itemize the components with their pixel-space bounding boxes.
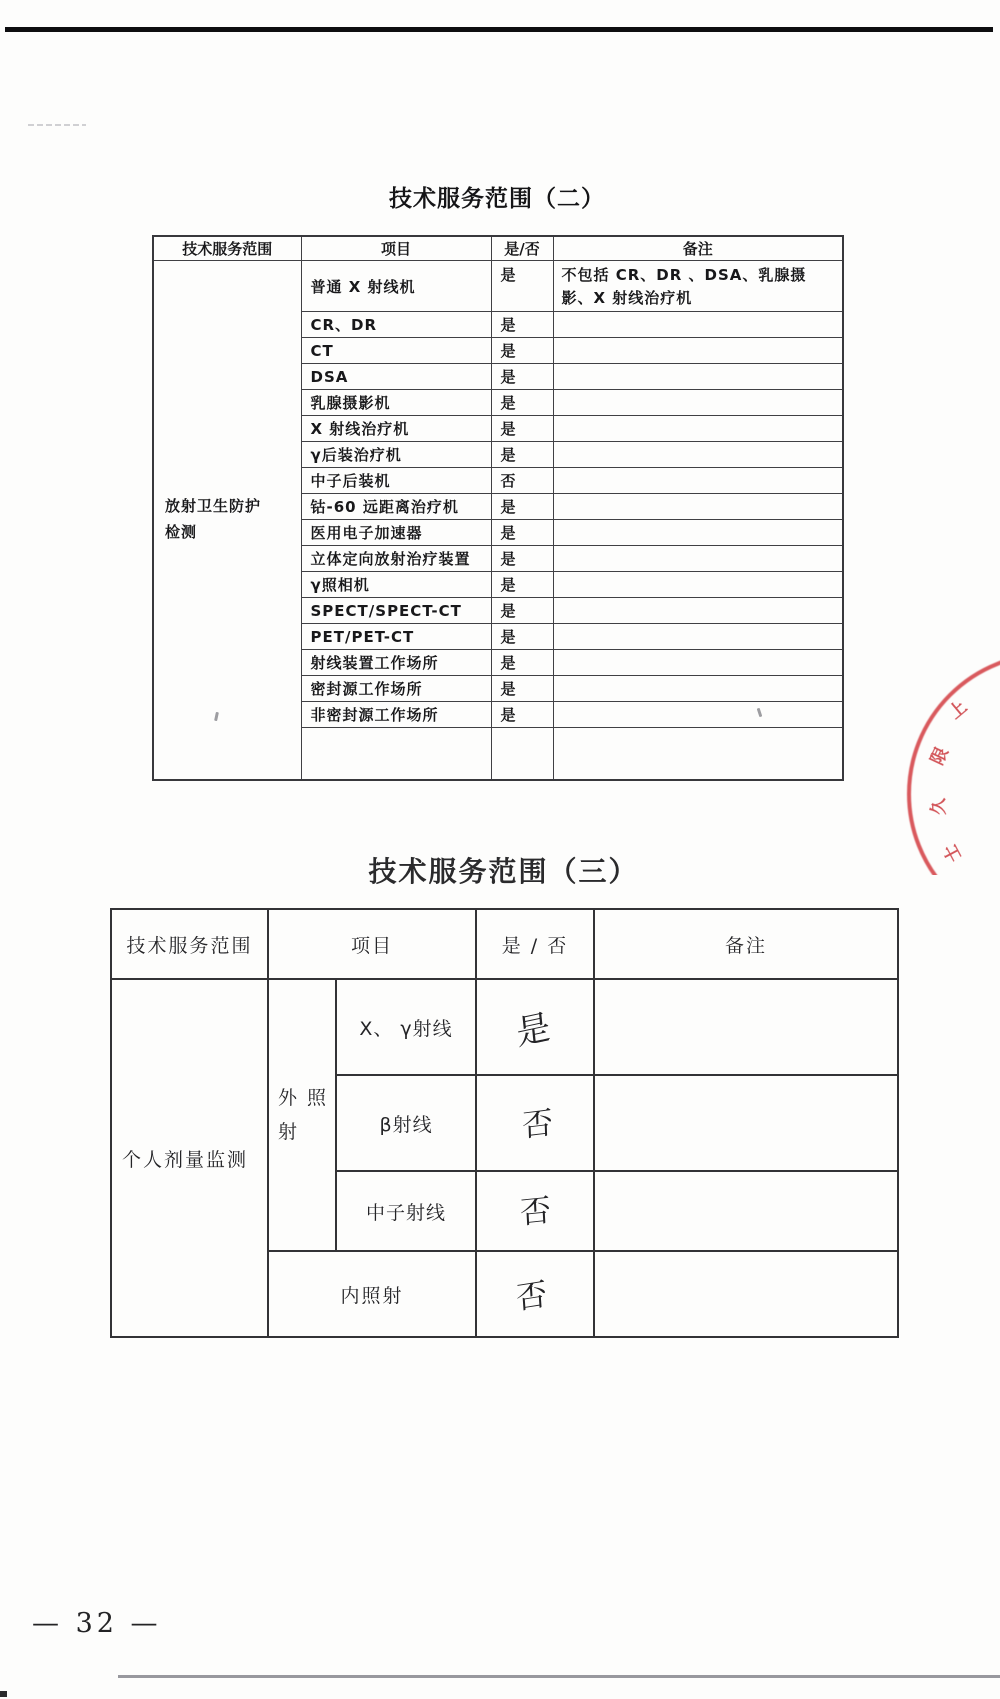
item-cell: 射线装置工作场所 — [301, 650, 491, 676]
table1-header-row — [153, 236, 843, 261]
yesno-cell — [476, 1251, 594, 1337]
remark-cell — [553, 390, 843, 416]
table1-title: 技术服务范围（二） — [389, 186, 605, 212]
item-cell: SPECT/SPECT-CT — [301, 598, 491, 624]
remark-cell — [553, 702, 843, 728]
red-seal-stamp — [880, 640, 1000, 875]
page-number: — 32 — — [32, 1608, 162, 1639]
remark-cell — [553, 468, 843, 494]
table1-header-scope: 技术服务范围 — [153, 236, 301, 261]
item-cell: CT — [301, 338, 491, 364]
item-cell: β射线 — [336, 1075, 476, 1171]
item-cell: 立体定向放射治疗装置 — [301, 546, 491, 572]
remark-cell — [553, 598, 843, 624]
remark-cell — [553, 546, 843, 572]
item-cell: γ后装治疗机 — [301, 442, 491, 468]
remark-cell — [594, 979, 898, 1075]
table1-category-label: 放射卫生防护检测 — [165, 497, 262, 541]
yesno-cell: 是 — [491, 494, 553, 520]
table1-header-yesno: 是/否 — [491, 236, 553, 261]
external-exposure-label: 外 照 射 — [278, 1086, 326, 1143]
item-cell: 钴-60 远距离治疗机 — [301, 494, 491, 520]
remark-cell: 不包括 CR、DR 、DSA、乳腺摄影、X 射线治疗机 — [553, 261, 843, 312]
remark-cell — [553, 650, 843, 676]
remark-cell — [553, 416, 843, 442]
remark-cell — [553, 676, 843, 702]
remark-cell — [553, 520, 843, 546]
remark-cell — [553, 364, 843, 390]
item-cell: 乳腺摄影机 — [301, 390, 491, 416]
remark-cell — [594, 1251, 898, 1337]
external-exposure-group-cell — [268, 979, 336, 1251]
table2-header-remark: 备注 — [594, 909, 898, 979]
yesno-cell: 是 — [491, 676, 553, 702]
faint-scan-mark — [28, 124, 86, 126]
scan-speck — [0, 1691, 7, 1697]
item-cell: 医用电子加速器 — [301, 520, 491, 546]
handwritten-answer: 否 — [514, 1275, 548, 1317]
seal-character: 士 — [940, 840, 966, 865]
item-cell: DSA — [301, 364, 491, 390]
item-cell: 非密封源工作场所 — [301, 702, 491, 728]
remark-cell — [553, 494, 843, 520]
item-cell: 普通 X 射线机 — [301, 261, 491, 312]
table1-header-item: 项目 — [301, 236, 491, 261]
table-row — [153, 261, 843, 312]
remark-cell — [553, 312, 843, 338]
yesno-cell: 是 — [491, 624, 553, 650]
item-cell: X 射线治疗机 — [301, 416, 491, 442]
table2-header-yesno: 是 / 否 — [476, 909, 594, 979]
yesno-cell: 是 — [491, 416, 553, 442]
top-scan-rule — [5, 27, 993, 32]
service-scope-table-3 — [110, 908, 899, 1338]
table2-header-scope: 技术服务范围 — [111, 909, 268, 979]
seal-character: 限 — [927, 744, 953, 769]
internal-exposure-cell: 内照射 — [268, 1251, 476, 1337]
service-scope-table-2 — [152, 235, 844, 781]
seal-character: 上 — [945, 696, 972, 724]
remark-cell — [553, 572, 843, 598]
remark-cell — [553, 624, 843, 650]
yesno-cell: 是 — [491, 390, 553, 416]
item-cell-empty — [301, 728, 491, 780]
yesno-cell: 是 — [491, 261, 553, 312]
item-cell: 中子后装机 — [301, 468, 491, 494]
item-cell: 中子射线 — [336, 1171, 476, 1251]
remark-cell — [553, 442, 843, 468]
item-cell: 密封源工作场所 — [301, 676, 491, 702]
remark-cell-empty — [553, 728, 843, 780]
yesno-cell: 是 — [491, 598, 553, 624]
table1-header-remark: 备注 — [553, 236, 843, 261]
item-cell: PET/PET-CT — [301, 624, 491, 650]
yesno-cell: 是 — [491, 546, 553, 572]
yesno-cell: 是 — [491, 338, 553, 364]
yesno-cell: 是 — [491, 364, 553, 390]
handwritten-answer: 是 — [514, 1006, 553, 1054]
handwritten-answer: 否 — [521, 1104, 554, 1145]
item-cell: X、 γ射线 — [336, 979, 476, 1075]
yesno-cell: 否 — [491, 468, 553, 494]
yesno-cell — [476, 1075, 594, 1171]
yesno-cell: 是 — [491, 520, 553, 546]
yesno-cell: 是 — [491, 702, 553, 728]
yesno-cell: 是 — [491, 650, 553, 676]
table2-title: 技术服务范围（三） — [368, 855, 639, 888]
item-cell: CR、DR — [301, 312, 491, 338]
table2-header-item: 项目 — [268, 909, 476, 979]
item-cell: γ照相机 — [301, 572, 491, 598]
table2-header-row — [111, 909, 898, 979]
yesno-cell — [476, 979, 594, 1075]
yesno-cell-empty — [491, 728, 553, 780]
table2-category-cell: 个人剂量监测 — [111, 979, 268, 1337]
yesno-cell: 是 — [491, 572, 553, 598]
seal-character: 久 — [928, 797, 950, 816]
yesno-cell: 是 — [491, 312, 553, 338]
table1-category-cell — [153, 261, 301, 780]
remark-cell — [553, 338, 843, 364]
yesno-cell: 是 — [491, 442, 553, 468]
handwritten-answer: 否 — [518, 1191, 552, 1232]
remark-cell — [594, 1075, 898, 1171]
table-row — [111, 979, 898, 1075]
bottom-scan-rule — [118, 1675, 1000, 1678]
remark-cell — [594, 1171, 898, 1251]
yesno-cell — [476, 1171, 594, 1251]
